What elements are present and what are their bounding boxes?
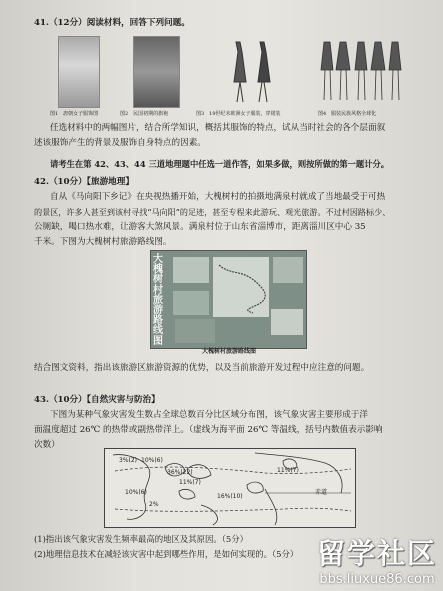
q43-line2: 面温度超过 26℃ 的热带或副热带洋上。（虚线为海平面 26℃ 等温线，括号内数值表示影响: [34, 425, 383, 435]
tang-dress-photo: [58, 36, 100, 108]
choice-notice: 请考生在第 42、43、44 三道地理题中任选一道作答，如果多做，则按所做的第一题计分。: [50, 159, 390, 169]
map-scenic-photo-3: [273, 257, 303, 283]
map-label-7: 16%(10): [217, 493, 243, 500]
map-label-8: 11%(7): [277, 467, 299, 474]
victorian-dress-figures: [228, 38, 276, 106]
caption-fig4: 图4 服装民族风格全球化: [318, 111, 377, 117]
cyclone-distribution-map: [104, 448, 356, 528]
ethnic-fashion-figures: [318, 38, 408, 106]
q42-task: 结合图文资料，指出该旅游区旅游资源的优势，以及当前旅游开发过程中应注意的问题。: [34, 363, 370, 373]
q43-heading: 43.（10分）【自然灾害与防治】: [34, 395, 160, 405]
caption-fig2: 图2 民国初期的旗袍: [120, 111, 169, 117]
map-label-3: 36%(22): [167, 469, 193, 476]
map-label-6: 2%: [149, 501, 159, 508]
map-title-vertical: 大槐树村旅游路线图: [153, 254, 163, 347]
site-watermark: [317, 532, 437, 587]
q42-line2: 的景区，许多人甚至到该村寻找“马向阳”的足迹，甚至专程来此游玩、观光旅游。不过村因路标少、: [34, 207, 391, 217]
q43-line1: 下图为某种气象灾害发生数占全球总数百分比区域分布图，该气象灾害主要形成于洋: [50, 410, 368, 420]
map-label-1: 3%(2): [119, 457, 138, 464]
map-route-area: [213, 257, 269, 317]
tour-route-map: [150, 250, 307, 349]
q43-sub2: (2)地理信息技术在减轻该灾害中起到哪些作用，是如何实现的。（5分）: [34, 549, 299, 559]
watermark-url: bbs.liuxue86.com: [319, 572, 435, 587]
map-scenic-photo-4: [271, 309, 303, 335]
map-scenic-photo-1: [173, 257, 209, 283]
map-label-equator: 赤道: [315, 489, 328, 496]
map-label-5: 10%(6): [125, 489, 147, 496]
map-scenic-photo-5: [175, 319, 215, 343]
q42-line4: 千米。下图为大槐树村旅游路线图。: [34, 237, 172, 247]
q41-body-line2: 述该服饰产生的背景及服饰自身特点的因素。: [34, 138, 206, 148]
map-scenic-photo-2: [173, 291, 209, 315]
watermark-logo: 留学社区: [316, 537, 437, 570]
map-label-4: 11%(7): [179, 479, 201, 486]
q42-line3: 公厕缺，喝口热水难，让游客大煞风景。满泉村位于山东省淄博市，距离淄川区中心 35: [34, 222, 366, 232]
q41-body-line1: 任选材料中的两幅图片，结合所学知识，概括其服饰的特点，试从当时社会的各个层面叙: [50, 123, 386, 133]
q43-sub1: (1)指出该气象灾害发生频率最高的地区及其原因。（5分）: [34, 534, 248, 544]
q41-heading: 41.（12分）阅读材料，回答下列问题。: [34, 18, 190, 28]
caption-fig3: 图3 19世纪末欧洲女子服装，穿裙装: [196, 111, 281, 117]
q42-line1: 自从《马向阳下乡记》在央视热播开始，大槐树村的拍摄地满泉村就成了当地最受于可热: [50, 192, 386, 202]
qipao-photo: [133, 36, 180, 108]
map-caption: 大槐树村旅游路线图: [202, 348, 257, 355]
q43-line3: 次数）: [34, 440, 60, 450]
caption-fig1: 图1 唐朝女子服饰图: [50, 111, 99, 117]
map-label-2: 10%(6): [141, 457, 163, 464]
q42-heading: 42.（10分）【旅游地理】: [34, 177, 134, 187]
